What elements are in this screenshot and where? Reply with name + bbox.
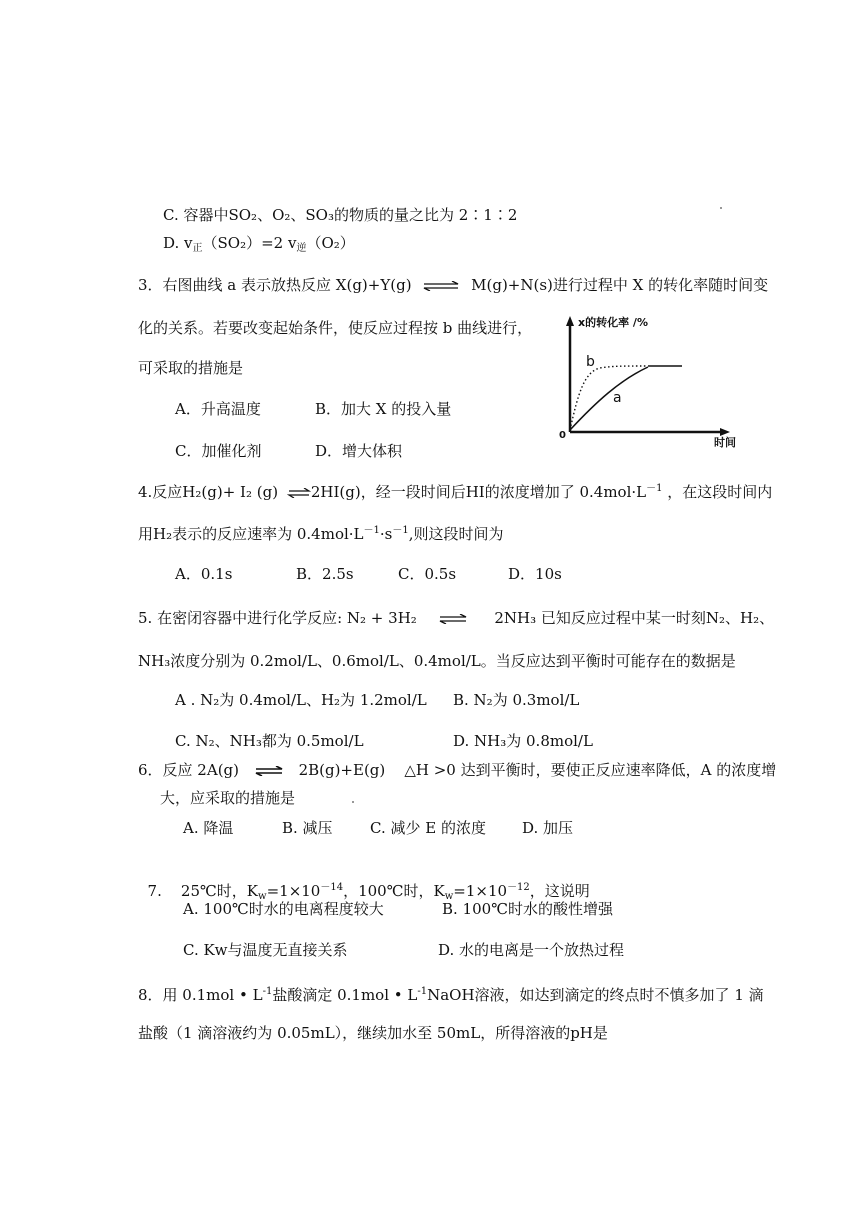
q4-option-b: B．2.5s	[296, 565, 354, 583]
q4-option-a: A．0.1s	[175, 565, 233, 583]
q4-option-d: D．10s	[508, 565, 562, 583]
q5-question-line1: 5. 在密闭容器中进行化学反应: N₂ + 3H₂ 2NH₃ 已知反应过程中某一时刻N₂、H₂、	[138, 609, 775, 627]
q4-question-line2: 用H₂表示的反应速率为 $0.4mol\cdot L^{-1}\cdot s^{-1}$,则这段时间为	[138, 525, 504, 543]
q2-option-d: D. $v_正(SO_2)=2$ $v_逆(O_2)$	[163, 234, 355, 254]
q3-question-line3: 可采取的措施是	[138, 359, 244, 377]
equilibrium-arrow-icon	[254, 766, 284, 776]
q7-option-c: C. Kw与温度无直接关系	[183, 941, 348, 959]
q5-option-d: D. NH₃为 0.8mol/L	[453, 732, 593, 750]
origin-label: 0	[559, 430, 566, 441]
y-axis-label: x的转化率 /%	[578, 316, 648, 329]
q5-option-a: A . N₂为 0.4mol/L、H₂为 1.2mol/L	[175, 691, 427, 709]
q6-option-d: D. 加压	[522, 819, 574, 837]
q7-option-b: B. 100℃时水的酸性增强	[442, 900, 613, 918]
x-axis-label: 时间	[714, 436, 736, 448]
x-axis-arrowhead	[720, 428, 730, 436]
q8-question-line1: 8．用 0.1mol • $L^{-1}$盐酸滴定 0.1mol • $L^{-1}NaOH$溶液，如达到滴定的终点时不慎多加了 1 滴	[138, 986, 764, 1004]
q4-question-line1: 4.反应H₂(g)+ I₂ (g) 2HI(g)，经一段时间后HI的浓度增加了 $0.4mol\cdot L^{-1}$ ，在这段时间内	[138, 483, 773, 501]
curve-b	[570, 366, 648, 430]
q6-question-line2: 大，应采取的措施是	[160, 789, 296, 807]
q6-option-a: A. 降温	[183, 819, 234, 837]
q3-question-line2: 化的关系。若要改变起始条件，使反应过程按 b 曲线进行，	[138, 319, 533, 337]
q4-option-c: C．0.5s	[398, 565, 457, 583]
q5-question-line2: NH₃浓度分别为 0.2mol/L、0.6mol/L、0.4mol/L。当反应达到平衡时可能存在的数据是	[138, 652, 736, 670]
curve-a	[570, 367, 648, 430]
q3-option-c: C．加催化剂	[175, 442, 262, 460]
q3-option-d: D．增大体积	[315, 442, 403, 460]
q7-question-line1: 7. 25℃时，$K_w=1\times 10^{-14}$，100℃时，$K_w=1\times 10^{-12}$，这说明	[147, 882, 590, 902]
q3-option-a: A．升高温度	[175, 400, 261, 418]
curve-a-label: a	[613, 390, 622, 406]
curve-b-label: b	[586, 354, 595, 370]
q5-option-b: B. N₂为 0.3mol/L	[453, 691, 580, 709]
q6-option-b: B. 减压	[282, 819, 333, 837]
q8-question-line2: 盐酸（1 滴溶液约为 0.05mL），继续加水至 50mL，所得溶液的pH是	[138, 1024, 608, 1042]
conversion-time-graph	[556, 314, 742, 448]
q6-question-line1: 6．反应 2A(g) 2B(g)+E(g) △H >0 达到平衡时，要使正反应速率降低，A 的浓度增	[138, 761, 777, 779]
q5-option-c: C. N₂、NH₃都为 0.5mol/L	[175, 732, 364, 750]
scan-speck	[352, 801, 354, 803]
equilibrium-arrow-icon	[287, 488, 311, 498]
equilibrium-arrow-icon	[422, 281, 460, 291]
q3-option-b: B．加大 X 的投入量	[315, 400, 452, 418]
y-axis-arrowhead	[566, 316, 574, 326]
q6-option-c: C. 减少 E 的浓度	[370, 819, 486, 837]
q2-option-c: C. 容器中SO₂、O₂、SO₃的物质的量之比为 2∶1∶2	[163, 206, 518, 224]
q3-question-line1: 3．右图曲线 a 表示放热反应 X(g)+Y(g) M(g)+N(s)进行过程中 X 的转化率随时间变	[138, 276, 769, 294]
q7-option-d: D. 水的电离是一个放热过程	[438, 941, 625, 959]
scan-speck	[720, 207, 722, 209]
q7-option-a: A. 100℃时水的电离程度较大	[183, 900, 384, 918]
equilibrium-arrow-icon	[438, 614, 468, 624]
